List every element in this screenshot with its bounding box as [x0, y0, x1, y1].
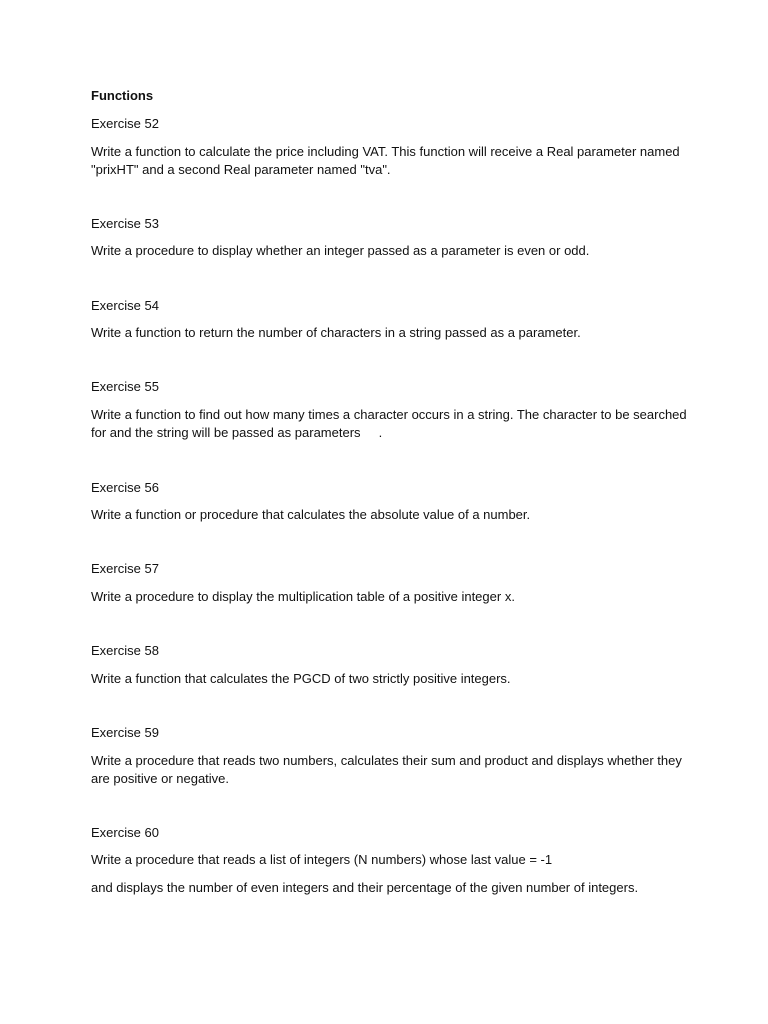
exercise-58-label: Exercise 58 [91, 643, 159, 658]
page-title: Functions [91, 88, 154, 103]
exercise-53-text: Write a procedure to display whether an integer passed as a parameter is even or odd. [91, 243, 590, 258]
exercise-60-text-continued: and displays the number of even integers and their percentage of the given number of integers. [91, 880, 639, 895]
exercise-57-text: Write a procedure to display the multiplication table of a positive integer x. [91, 589, 515, 604]
exercise-57-label: Exercise 57 [91, 561, 159, 576]
exercise-56-text: Write a function or procedure that calculates the absolute value of a number. [91, 507, 531, 522]
exercise-53-label: Exercise 53 [91, 216, 159, 231]
exercise-55-label: Exercise 55 [91, 379, 159, 394]
exercise-54-text: Write a function to return the number of characters in a string passed as a parameter. [91, 325, 581, 340]
exercise-59-label: Exercise 59 [91, 725, 159, 740]
exercise-52-text: Write a function to calculate the price including VAT. This function will receive a Real parameter named "prixHT" and a second Real parameter named "tva". [91, 144, 684, 177]
exercise-55-text: Write a function to find out how many times a character occurs in a string. The character to be searched for and the string will be passed as parameters . [91, 407, 691, 440]
exercise-52-label: Exercise 52 [91, 116, 159, 131]
exercise-58-text: Write a function that calculates the PGCD of two strictly positive integers. [91, 671, 511, 686]
exercise-54-label: Exercise 54 [91, 298, 159, 313]
exercise-56-label: Exercise 56 [91, 480, 159, 495]
exercise-59-text: Write a procedure that reads two numbers, calculates their sum and product and displays whether they are positive or negative. [91, 753, 686, 786]
exercise-60-text: Write a procedure that reads a list of integers (N numbers) whose last value = -1 [91, 852, 553, 867]
exercise-60-label: Exercise 60 [91, 825, 159, 840]
